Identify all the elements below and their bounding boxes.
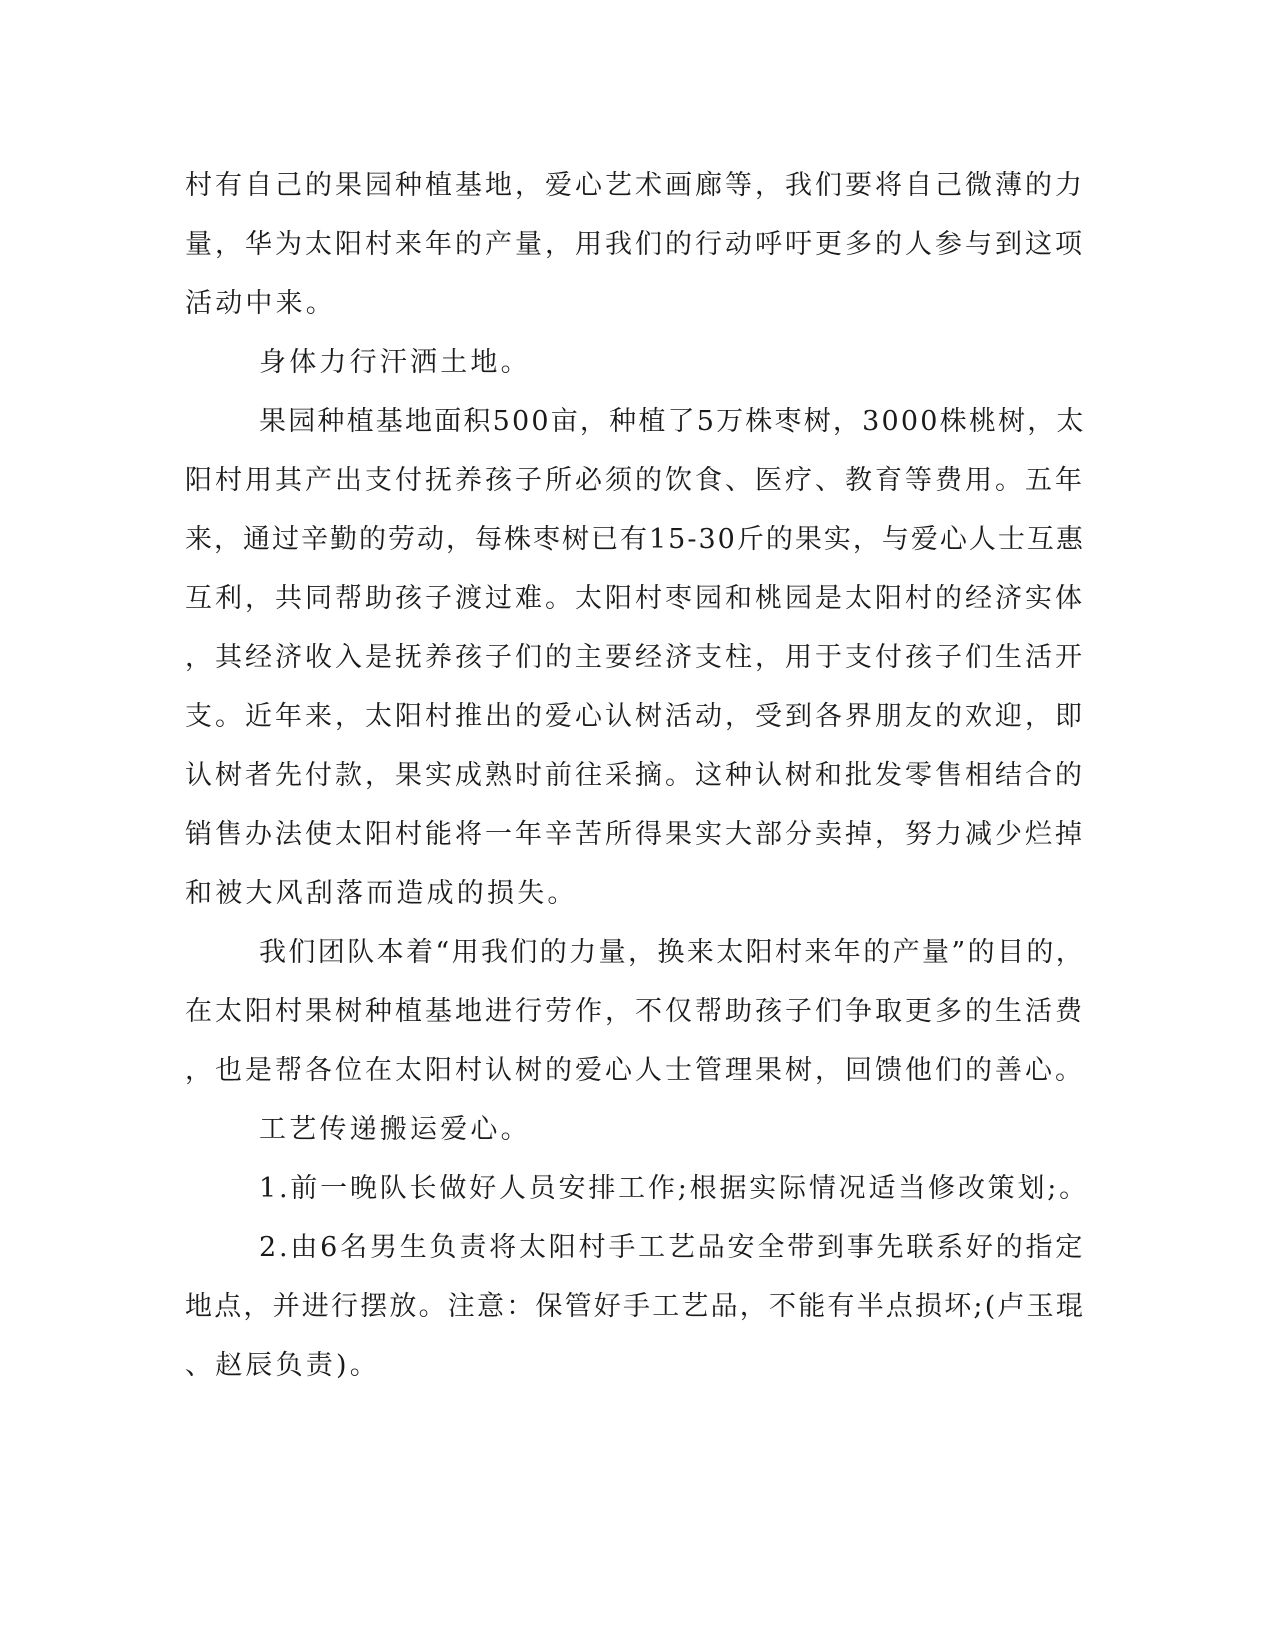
text-line: 支。近年来，太阳村推出的爱心认树活动，受到各界朋友的欢迎，即 bbox=[185, 701, 1085, 732]
text-line: 我们团队本着“用我们的力量，换来太阳村来年的产量”的目的， bbox=[259, 937, 1086, 968]
text-line: 阳村用其产出支付抚养孩子所必须的饮食、医疗、教育等费用。五年 bbox=[185, 465, 1085, 496]
text-line: 工艺传递搬运爱心。 bbox=[259, 1114, 531, 1145]
document-body bbox=[185, 156, 1090, 1395]
text-line: 1.前一晚队长做好人员安排工作;根据实际情况适当修改策划;。 bbox=[259, 1173, 1089, 1204]
text-line: 活动中来。 bbox=[185, 288, 336, 319]
text-line: 身体力行汗洒土地。 bbox=[259, 347, 531, 378]
text-line: 在太阳村果树种植基地进行劳作，不仅帮助孩子们争取更多的生活费 bbox=[185, 996, 1085, 1027]
text-line: 和被大风刮落而造成的损失。 bbox=[185, 878, 578, 909]
text-line: 销售办法使太阳村能将一年辛苦所得果实大部分卖掉，努力减少烂掉 bbox=[185, 819, 1085, 850]
text-line: 来，通过辛勤的劳动，每株枣树已有15-30斤的果实，与爱心人士互惠 bbox=[185, 524, 1085, 555]
text-line: 认树者先付款，果实成熟时前往采摘。这种认树和批发零售相结合的 bbox=[185, 760, 1085, 791]
text-line: 果园种植基地面积500亩，种植了5万株枣树，3000株桃树，太 bbox=[259, 406, 1086, 437]
text-line: ，也是帮各位在太阳村认树的爱心人士管理果树，回馈他们的善心。 bbox=[185, 1055, 1085, 1086]
text-line: 村有自己的果园种植基地，爱心艺术画廊等，我们要将自己微薄的力 bbox=[185, 170, 1085, 201]
text-line: 、赵辰负责)。 bbox=[185, 1350, 380, 1381]
text-line: 互利，共同帮助孩子渡过难。太阳村枣园和桃园是太阳村的经济实体 bbox=[185, 583, 1085, 614]
text-line: ，其经济收入是抚养孩子们的主要经济支柱，用于支付孩子们生活开 bbox=[185, 642, 1085, 673]
text-line: 地点，并进行摆放。注意：保管好手工艺品，不能有半点损坏;(卢玉琨 bbox=[185, 1291, 1086, 1322]
text-line: 2.由6名男生负责将太阳村手工艺品安全带到事先联系好的指定 bbox=[259, 1232, 1086, 1263]
text-line: 量，华为太阳村来年的产量，用我们的行动呼吁更多的人参与到这项 bbox=[185, 229, 1085, 260]
